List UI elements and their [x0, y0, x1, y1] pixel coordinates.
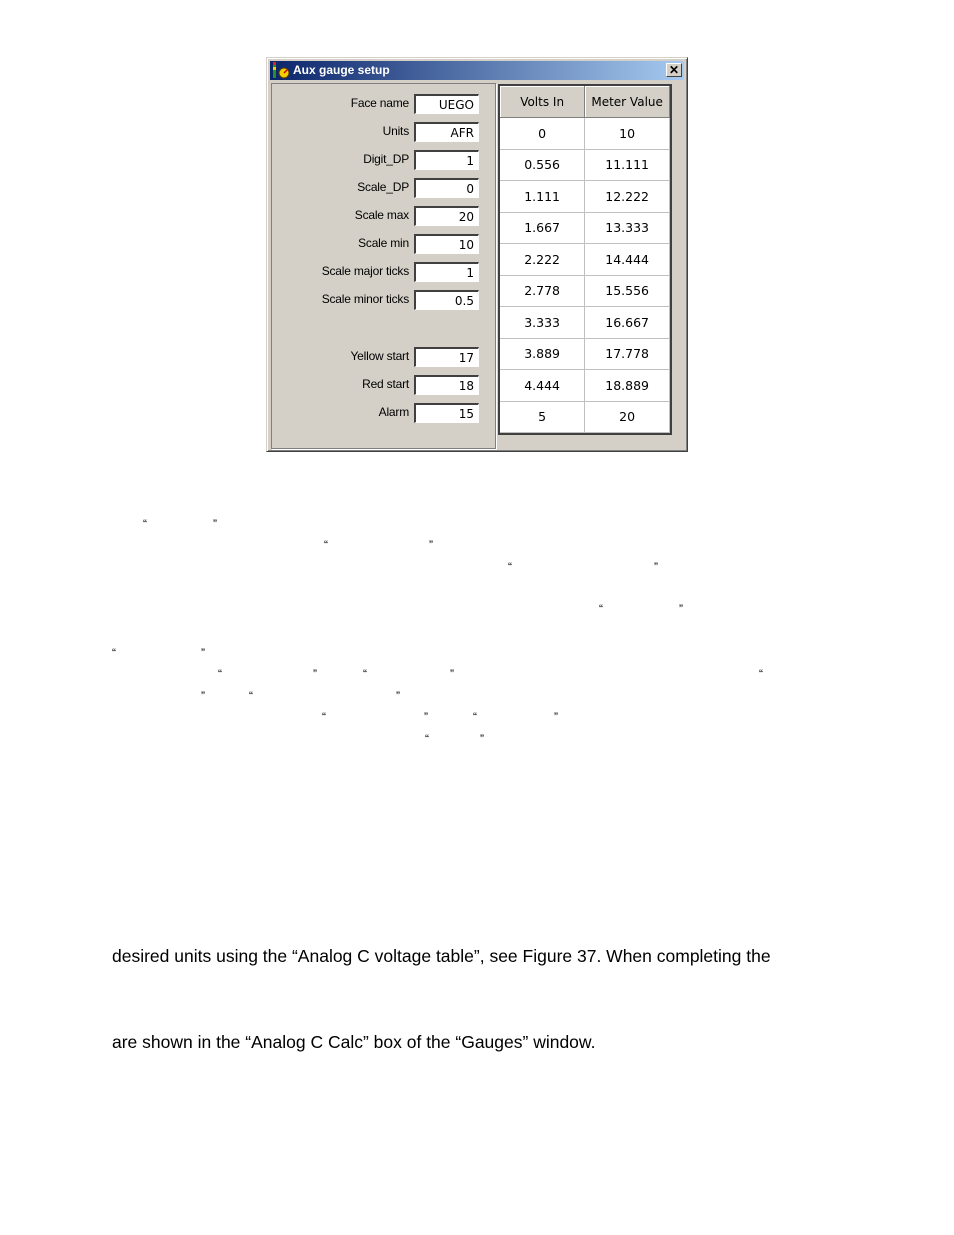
scale-max-row: [272, 206, 497, 226]
alarm-input[interactable]: 15: [414, 403, 479, 423]
open-quote: “: [473, 710, 477, 724]
table-row: [500, 275, 670, 307]
volts-in-cell[interactable]: 5: [500, 401, 585, 433]
close-quote: ”: [313, 667, 317, 681]
table-row: [500, 244, 670, 276]
close-quote: ”: [201, 689, 205, 703]
gauge-settings-panel: [271, 83, 496, 449]
table-row: [500, 307, 670, 339]
open-quote: “: [112, 646, 116, 660]
title-bar[interactable]: [270, 61, 684, 80]
open-quote: “: [759, 667, 763, 681]
open-quote: “: [143, 517, 147, 531]
close-quote: ”: [654, 560, 658, 574]
scale-min-label: Scale min: [358, 236, 409, 250]
meter-value-cell[interactable]: 14.444: [585, 244, 670, 276]
yellow-start-label: Yellow start: [350, 349, 409, 363]
body-paragraph-line: desired units using the “Analog C voltage table”, see Figure 37. When completing the: [112, 946, 771, 966]
table-row: [500, 212, 670, 244]
units-input[interactable]: AFR: [414, 122, 479, 142]
volts-in-header[interactable]: Volts In: [500, 86, 585, 118]
table-row: [500, 118, 670, 150]
scale-dp-label: Scale_DP: [357, 180, 409, 194]
close-quote: ”: [429, 538, 433, 552]
close-quote: ”: [480, 732, 484, 746]
face-name-input[interactable]: UEGO: [414, 94, 479, 114]
meter-value-cell[interactable]: 12.222: [585, 181, 670, 213]
units-label: Units: [382, 124, 409, 138]
volts-in-cell[interactable]: 3.889: [500, 338, 585, 370]
close-quote: ”: [450, 667, 454, 681]
meter-value-cell[interactable]: 15.556: [585, 275, 670, 307]
scale-minor-ticks-input[interactable]: 0.5: [414, 290, 479, 310]
close-quote: ”: [201, 646, 205, 660]
meter-value-cell[interactable]: 18.889: [585, 370, 670, 402]
table-row: [500, 149, 670, 181]
red-start-row: [272, 375, 497, 395]
close-quote: ”: [554, 710, 558, 724]
scale-minor-ticks-label: Scale minor ticks: [321, 292, 409, 306]
scale-max-label: Scale max: [354, 208, 409, 222]
alarm-label: Alarm: [378, 405, 409, 419]
meter-value-cell[interactable]: 11.111: [585, 149, 670, 181]
close-quote: ”: [396, 689, 400, 703]
close-button[interactable]: [666, 63, 682, 77]
table-row: [500, 370, 670, 402]
meter-value-cell[interactable]: 16.667: [585, 307, 670, 339]
red-start-label: Red start: [362, 377, 409, 391]
table-row: [500, 181, 670, 213]
dialog-title: Aux gauge setup: [293, 63, 390, 77]
open-quote: “: [508, 560, 512, 574]
close-quote: ”: [213, 517, 217, 531]
face-name-label: Face name: [350, 96, 409, 110]
digit-dp-label: Digit_DP: [363, 152, 409, 166]
open-quote: “: [425, 732, 429, 746]
open-quote: “: [599, 602, 603, 616]
scale-min-row: [272, 234, 497, 254]
meter-value-cell[interactable]: 13.333: [585, 212, 670, 244]
meter-value-header[interactable]: Meter Value: [585, 86, 670, 118]
meter-value-cell[interactable]: 20: [585, 401, 670, 433]
face-name-row: [272, 94, 497, 114]
volts-in-cell[interactable]: 0: [500, 118, 585, 150]
volts-in-cell[interactable]: 3.333: [500, 307, 585, 339]
scale-dp-input[interactable]: 0: [414, 178, 479, 198]
scale-dp-row: [272, 178, 497, 198]
scale-major-ticks-input[interactable]: 1: [414, 262, 479, 282]
app-gauge-icon: [272, 62, 290, 79]
red-start-input[interactable]: 18: [414, 375, 479, 395]
scale-max-input[interactable]: 20: [414, 206, 479, 226]
volts-in-cell[interactable]: 2.778: [500, 275, 585, 307]
table-row: [500, 401, 670, 433]
volts-in-cell[interactable]: 2.222: [500, 244, 585, 276]
aux-gauge-setup-dialog: [266, 57, 688, 452]
scale-min-input[interactable]: 10: [414, 234, 479, 254]
table-row: [500, 338, 670, 370]
open-quote: “: [363, 667, 367, 681]
scale-major-ticks-label: Scale major ticks: [321, 264, 409, 278]
meter-value-cell[interactable]: 10: [585, 118, 670, 150]
digit-dp-row: [272, 150, 497, 170]
volts-in-cell[interactable]: 1.111: [500, 181, 585, 213]
volts-in-cell[interactable]: 4.444: [500, 370, 585, 402]
yellow-start-row: [272, 347, 497, 367]
close-quote: ”: [424, 710, 428, 724]
close-quote: ”: [679, 602, 683, 616]
digit-dp-input[interactable]: 1: [414, 150, 479, 170]
scale-major-ticks-row: [272, 262, 497, 282]
voltage-table: [498, 84, 672, 435]
volts-in-cell[interactable]: 0.556: [500, 149, 585, 181]
volts-in-cell[interactable]: 1.667: [500, 212, 585, 244]
open-quote: “: [324, 538, 328, 552]
scale-minor-ticks-row: [272, 290, 497, 310]
body-paragraph-line: are shown in the “Analog C Calc” box of the “Gauges” window.: [112, 1032, 596, 1052]
open-quote: “: [249, 689, 253, 703]
alarm-row: [272, 403, 497, 423]
units-row: [272, 122, 497, 142]
open-quote: “: [218, 667, 222, 681]
open-quote: “: [322, 710, 326, 724]
meter-value-cell[interactable]: 17.778: [585, 338, 670, 370]
close-icon: ✕: [668, 63, 680, 77]
yellow-start-input[interactable]: 17: [414, 347, 479, 367]
